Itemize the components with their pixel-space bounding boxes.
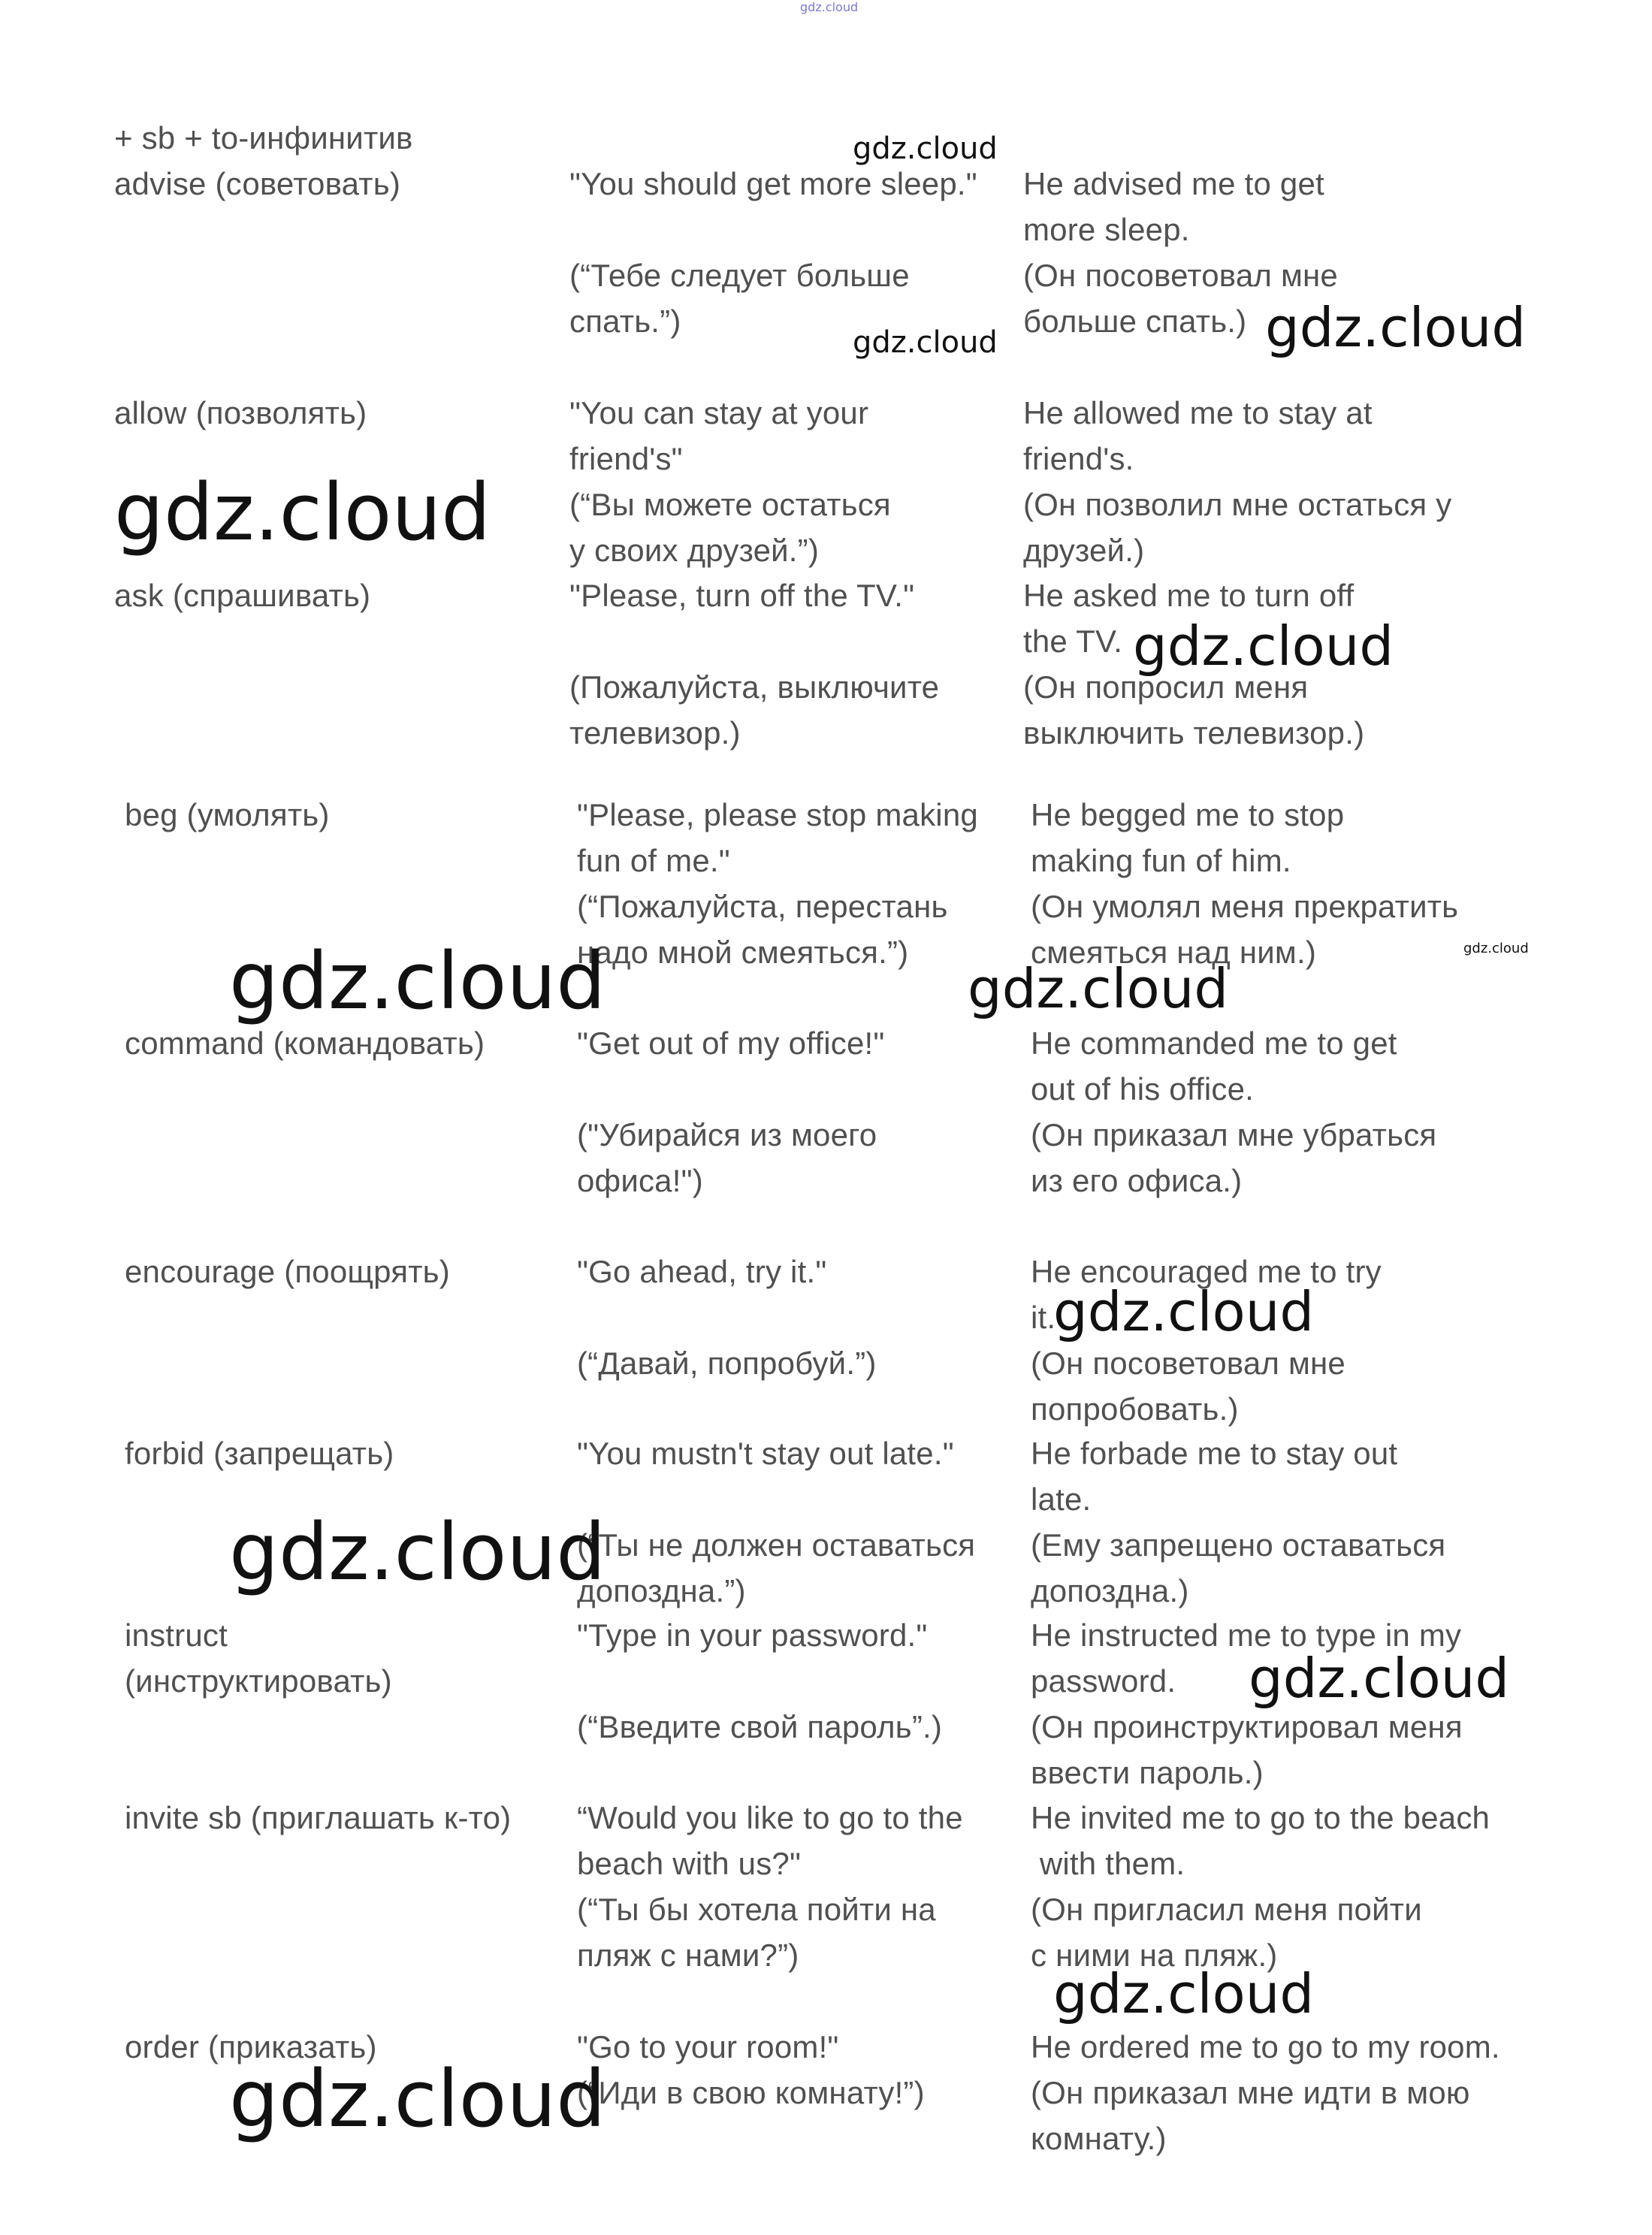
direct-line: (“Пожалуйста, перестань xyxy=(577,889,948,924)
reported-line: из его офиса.) xyxy=(1031,1163,1243,1198)
verb-line: ask (спрашивать) xyxy=(114,578,371,613)
verb-cell xyxy=(125,1430,394,1476)
direct-line: спать.”) xyxy=(569,304,681,339)
reported-line: late. xyxy=(1031,1481,1092,1517)
watermark: gdz.cloud xyxy=(229,2053,606,2145)
verb-line: invite sb (приглашать к-то) xyxy=(125,1800,512,1835)
direct-speech-cell xyxy=(577,1249,877,1386)
direct-speech-cell xyxy=(577,1795,963,1978)
reported-line: (Он посоветовал мне xyxy=(1031,1346,1345,1381)
direct-line: "Go ahead, try it." xyxy=(577,1254,827,1289)
verb-line: instruct xyxy=(125,1617,228,1653)
reported-line: ввести пароль.) xyxy=(1031,1755,1264,1790)
reported-line: больше спать.) xyxy=(1023,304,1247,339)
reported-line: password. xyxy=(1031,1663,1176,1699)
reported-line: He asked me to turn off xyxy=(1023,578,1355,613)
header-label: + sb + to-инфинитив xyxy=(114,120,413,156)
reported-line: (Он проинструктировал меня xyxy=(1031,1709,1463,1744)
reported-line: друзей.) xyxy=(1023,533,1145,568)
reported-speech-cell xyxy=(1031,792,1458,975)
direct-line: (“Иди в свою комнату!”) xyxy=(577,2075,925,2110)
verb-line: allow (позволять) xyxy=(114,395,367,430)
reported-line: (Он пригласил меня пойти xyxy=(1031,1892,1422,1927)
watermark: gdz.cloud xyxy=(853,325,998,360)
direct-speech-cell xyxy=(577,1020,885,1204)
direct-line: допоздна.”) xyxy=(577,1573,746,1608)
reported-line: friend's. xyxy=(1023,441,1134,476)
reported-line: (Он позволил мне остаться у xyxy=(1023,487,1452,522)
reported-line: out of his office. xyxy=(1031,1071,1255,1107)
direct-line: (“Ты не должен оставаться xyxy=(577,1527,976,1563)
reported-line: He instructed me to type in my xyxy=(1031,1617,1462,1653)
verb-cell xyxy=(125,792,330,838)
direct-line: (“Ты бы хотела пойти на xyxy=(577,1892,936,1927)
direct-line: пляж с нами?”) xyxy=(577,1938,799,1973)
direct-speech-cell xyxy=(577,2024,925,2116)
direct-line: "You can stay at your xyxy=(569,395,869,430)
reported-line: more sleep. xyxy=(1023,212,1190,247)
reported-line: с ними на пляж.) xyxy=(1031,1938,1278,1973)
watermark: gdz.cloud xyxy=(1265,296,1527,359)
direct-line: beach with us?" xyxy=(577,1846,802,1881)
verb-line: (инструктировать) xyxy=(125,1663,392,1699)
verb-cell xyxy=(125,1020,485,1066)
verb-cell xyxy=(125,1249,450,1294)
reported-line: He invited me to go to the beach xyxy=(1031,1800,1490,1835)
watermark: gdz.cloud xyxy=(1463,941,1529,956)
reported-line: (Он посоветовал мне xyxy=(1023,258,1338,293)
watermark: gdz.cloud xyxy=(114,467,491,558)
direct-line: (“Тебе следует больше xyxy=(569,258,910,293)
direct-line: "Type in your password." xyxy=(577,1617,928,1653)
reported-speech-cell xyxy=(1031,1430,1445,1614)
verb-cell xyxy=(114,572,370,618)
verb-cell xyxy=(125,1795,511,1841)
watermark: gdz.cloud xyxy=(1053,1280,1315,1343)
direct-line: “Would you like to go to the xyxy=(577,1800,963,1835)
watermark-top: gdz.cloud xyxy=(800,0,859,14)
direct-line: "Go to your room!" xyxy=(577,2029,839,2064)
verb-line: encourage (поощрять) xyxy=(125,1254,450,1289)
direct-speech-cell xyxy=(569,161,977,344)
reported-speech-cell xyxy=(1031,2024,1500,2161)
direct-line: friend's" xyxy=(569,441,683,476)
direct-line: "You should get more sleep." xyxy=(569,166,977,201)
verb-line: beg (умолять) xyxy=(125,797,330,832)
direct-line: телевизор.) xyxy=(569,715,741,751)
direct-line: "Get out of my office!" xyxy=(577,1025,885,1061)
verb-cell xyxy=(125,1612,392,1704)
reported-line: the TV. xyxy=(1023,624,1123,659)
watermark: gdz.cloud xyxy=(853,131,998,166)
direct-line: "Please, turn off the TV." xyxy=(569,578,915,613)
watermark: gdz.cloud xyxy=(1249,1647,1510,1710)
reported-speech-cell xyxy=(1023,390,1451,573)
reported-line: He commanded me to get xyxy=(1031,1025,1397,1061)
direct-speech-cell xyxy=(577,1612,942,1750)
direct-line: (“Введите свой пароль”.) xyxy=(577,1709,943,1744)
reported-line: it. xyxy=(1031,1300,1056,1335)
reported-line: (Ему запрещено оставаться xyxy=(1031,1527,1446,1563)
verb-cell xyxy=(114,390,367,436)
direct-line: (“Вы можете остаться xyxy=(569,487,891,522)
verb-line: forbid (запрещать) xyxy=(125,1436,394,1471)
watermark: gdz.cloud xyxy=(1053,1962,1315,2025)
reported-line: He begged me to stop xyxy=(1031,797,1345,832)
reported-line: making fun of him. xyxy=(1031,843,1291,878)
verb-cell xyxy=(114,161,400,207)
watermark: gdz.cloud xyxy=(229,935,606,1027)
verb-line: command (командовать) xyxy=(125,1025,485,1061)
reported-speech-cell xyxy=(1031,1795,1490,1978)
reported-line: смеяться над ним.) xyxy=(1031,935,1317,970)
reported-line: комнату.) xyxy=(1031,2121,1167,2156)
direct-line: ("Убирайся из моего xyxy=(577,1117,877,1152)
direct-line: (“Давай, попробуй.”) xyxy=(577,1346,877,1381)
watermark: gdz.cloud xyxy=(1133,615,1394,678)
reported-line: with them. xyxy=(1031,1846,1185,1881)
watermark: gdz.cloud xyxy=(968,957,1229,1020)
direct-speech-cell xyxy=(577,792,978,975)
reported-line: (Он приказал мне идти в мою xyxy=(1031,2075,1470,2110)
direct-speech-cell xyxy=(577,1430,975,1614)
verb-line: order (приказать) xyxy=(125,2029,377,2064)
direct-line: "Please, please stop making xyxy=(577,797,978,832)
direct-line: офиса!") xyxy=(577,1163,703,1198)
reported-line: (Он попросил меня xyxy=(1023,669,1309,705)
reported-speech-cell xyxy=(1031,1020,1436,1204)
direct-line: fun of me." xyxy=(577,843,730,878)
reported-line: допоздна.) xyxy=(1031,1573,1189,1608)
direct-line: у своих друзей.”) xyxy=(569,533,820,568)
direct-speech-cell xyxy=(569,572,939,756)
direct-line: (Пожалуйста, выключите xyxy=(569,669,940,705)
reported-line: (Он приказал мне убраться xyxy=(1031,1117,1437,1152)
watermark: gdz.cloud xyxy=(229,1506,606,1598)
reported-line: выключить телевизор.) xyxy=(1023,715,1365,751)
direct-line: "You mustn't stay out late." xyxy=(577,1436,954,1471)
verb-line: advise (советовать) xyxy=(114,166,401,201)
reported-line: He forbade me to stay out xyxy=(1031,1436,1398,1471)
reported-line: попробовать.) xyxy=(1031,1391,1239,1427)
reported-line: (Он умолял меня прекратить xyxy=(1031,889,1459,924)
reported-line: He encouraged me to try xyxy=(1031,1254,1382,1289)
reported-line: He advised me to get xyxy=(1023,166,1324,201)
reported-line: He ordered me to go to my room. xyxy=(1031,2029,1500,2064)
direct-line: надо мной смеяться.”) xyxy=(577,935,909,970)
direct-speech-cell xyxy=(569,390,891,573)
reported-line: He allowed me to stay at xyxy=(1023,395,1373,430)
